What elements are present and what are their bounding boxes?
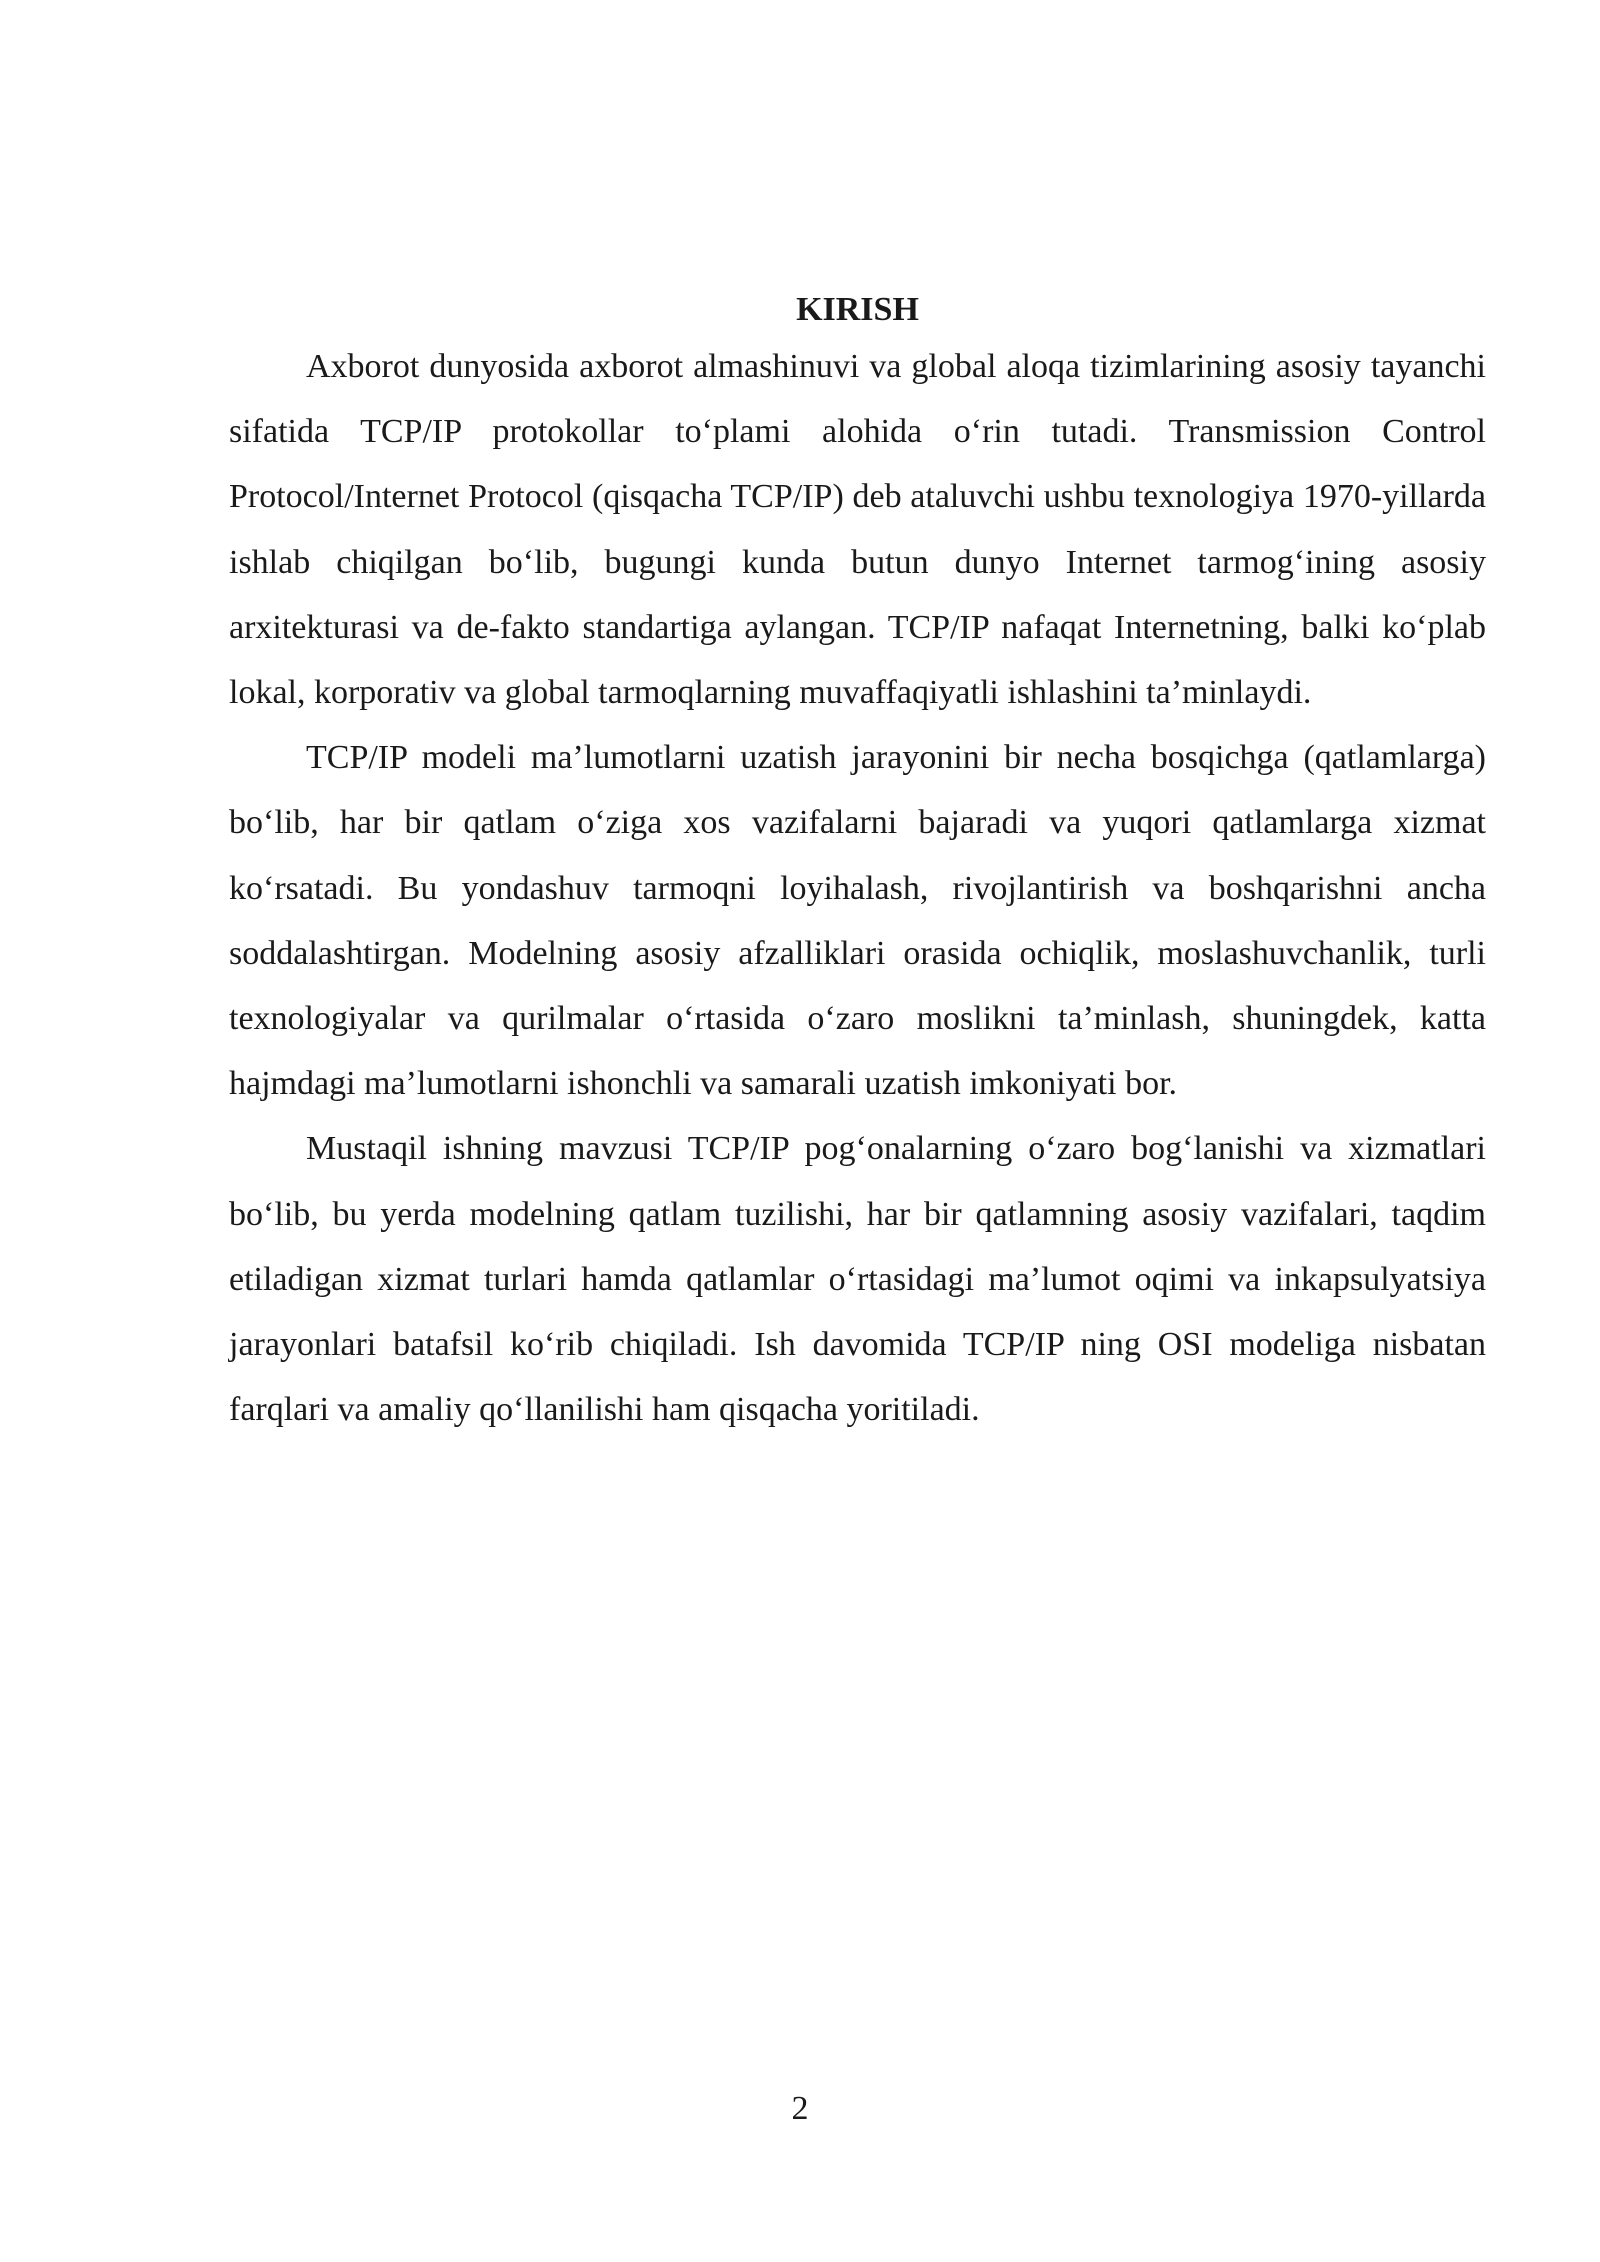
paragraph-intro: Axborot dunyosida axborot almashinuvi va global aloqa tizimlarining asosiy tayanchi sifatida TCP/IP protokollar to‘plami alohida o‘rin tutadi. Transmission Control Protocol/Internet Protocol (qisqacha TCP/IP) deb ataluvchi ushbu texnologiya 1970-yillarda ishlab chiqilgan bo‘lib, bugungi kunda butun dunyo Internet tarmog‘ining asosiy arxitekturasi va de-fakto standartiga aylangan. TCP/IP nafaqat Internetning, balki ko‘plab lokal, korporativ va global tarmoqlarning muvaffaqiyatli ishlashini ta’minlaydi. bbox=[229, 348, 1486, 712]
paragraph-topic: Mustaqil ishning mavzusi TCP/IP pog‘onalarning o‘zaro bog‘lanishi va xizmatlari bo‘lib, bu yerda modelning qatlam tuzilishi, har bir qatlamning asosiy vazifalari, taqdim etiladigan xizmat turlari hamda qatlamlar o‘rtasidagi ma’lumot oqimi va inkapsulyatsiya jarayonlari batafsil ko‘rib chiqiladi. Ish davomida TCP/IP ning OSI modeliga nisbatan farqlari va amaliy qo‘llanilishi ham qisqacha yoritiladi. bbox=[229, 1130, 1486, 1429]
section-title: KIRISH bbox=[796, 291, 919, 328]
paragraph-model: TCP/IP modeli ma’lumotlarni uzatish jarayonini bir necha bosqichga (qatlamlarga) bo‘lib, har bir qatlam o‘ziga xos vazifalarni bajaradi va yuqori qatlamlarga xizmat ko‘rsatadi. Bu yondashuv tarmoqni loyihalash, rivojlantirish va boshqarishni ancha soddalashtirgan. Modelning asosiy afzalliklari orasida ochiqlik, moslashuvchanlik, turli texnologiyalar va qurilmalar o‘rtasida o‘zaro moslikni ta’minlash, shuningdek, katta hajmdagi ma’lumotlarni ishonchli va samarali uzatish imkoniyati bor. bbox=[229, 739, 1486, 1103]
page-content bbox=[229, 286, 1486, 1442]
page-number: 2 bbox=[791, 2090, 809, 2127]
